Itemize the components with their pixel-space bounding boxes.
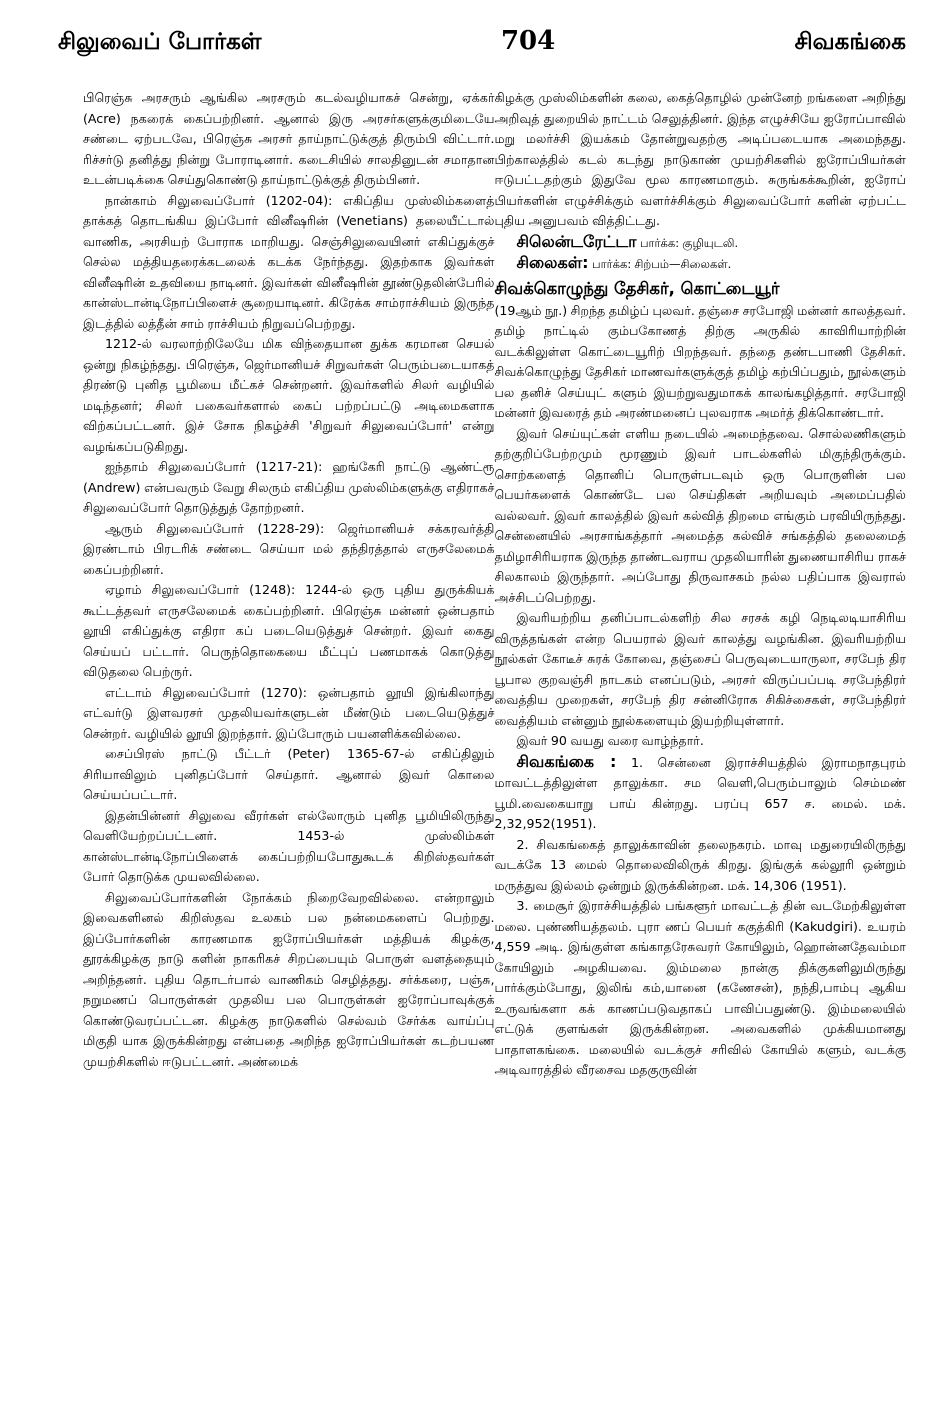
paragraph: இவர் 90 வயது வரை வாழ்ந்தார்.: [516, 733, 704, 748]
running-head-right: சிவகங்கை: [794, 29, 906, 55]
entry-headword: சிவகங்கை :: [516, 751, 617, 771]
paragraph: ஐந்தாம் சிலுவைப்போர் (1217-21): ஹங்கேரி நாட்டு ஆண்ட்ரூ (Andrew) என்பவரும் வேறு சிலரும் எகிப்திய முஸ்லிம்களுக்கு எதிராகச் சிலுவைப்போர் தொடுத்துத் தோற்றனர்.: [83, 459, 495, 515]
paragraph: நான்காம் சிலுவைப்போர் (1202-04): எகிப்திய முஸ்லிம்களைத் தாக்கத் தொடங்கிய இப்போர் வினீஷரின் (Venetians) தலையீட்டால் வாணிக, அரசியற் போராக மாறியது. செஞ்சிலுவையினர் எகிப்துக்குச் செல்ல மத்தியதரைக்கடலைக் கடக்க நேர்ந்தது. இதற்காக இவர்கள் வினீஷரின் உதவியை நாடினர். இவர்கள் வினீஷரின் தூண்டுதலின்பேரில் கான்ஸ்டான்டிநோப்பிளைச் சூறையாடினர். கிரேக்க சாம்ராச்சியம் இருந்த இடத்தில் லத்தீன் சாம் ராச்சியம் நிறுவப்பெற்றது.: [83, 192, 495, 331]
paragraph: பிரெஞ்சு அரசரும் ஆங்கில அரசரும் கடல்வழியாகச் சென்று, ஏக்கர் (Acre) நகரைக் கைப்பற்றினர். ஆனால் இரு அரசர்களுக்குமிடையே சண்டை ஏற்படவே, பிரெஞ்சு அரசர் தாய்நாட்டுக்குத் திரும்பி விட்டார். ரிச்சர்டு தனித்து நின்று போராடினார். கடைசியில் சாலதினுடன் சமாதான உடன்படிக்கை செய்துகொண்டு தாய்நாட்டுக்குத் திரும்பினர்.: [83, 90, 495, 187]
entry-headword: சிலென்டரேட்டா: [516, 231, 637, 251]
paragraph: 3. மைசூர் இராச்சியத்தில் பங்களூர் மாவட்டத் தின் வடமேற்கிலுள்ள மலை. புண்ணியத்தலம். புரா ணப் பெயர் ககுத்கிரி (Kakudgiri). உயரம் 4,559 அடி. இங்குள்ள கங்காதரேசுவரர் கோயிலும், ஹொன்னதேவம்மா கோயிலும் அழகியவை. இம்மலை நான்கு திக்குகளிலுமிருந்து பார்க்கும்போது, இலிங் கம்,யானை (கணேசன்), நந்தி,பாம்பு ஆகிய உருவங்களா கக் காணப்படுவதாகப் பாவிப்பதுண்டு. இம்மலையில் எட்டுக் குளங்கள் இருக்கின்றன. அவைகளில் முக்கியமானது பாதாளகங்கை. மலையில் வடக்குச் சரிவில் கோயில் களும், வடக்கு அடிவாரத்தில் வீரசைவ மதகுருவின்: [494, 898, 906, 1077]
paragraph: 2. சிவகங்கைத் தாலுக்காவின் தலைநகரம். மாவு மதுரையிலிருந்து வடக்கே 13 மைல் தொலைவிலிருக் கிறது. இங்குக் கல்லூரி ஒன்றும் மருத்துவ இல்லம் ஒன்றும் இருக்கின்றன. மக். 14,306 (1951).: [494, 836, 906, 893]
entry-headword: சிவக்கொழுந்து தேசிகர், கொட்டையூர்: [494, 278, 780, 298]
left-column: [83, 88, 495, 1081]
page-header: [58, 26, 906, 62]
paragraph: கிழக்கு முஸ்லிம்களின் கலை, கைத்தொழில் முன்னேற் றங்களை அறிந்து அறிவுத் துறையில் நாட்டம் செலுத்தினர். இந்த எழுச்சியே ஐரோப்பாவில் மறு மலர்ச்சி இயக்கம் தோன்றுவதற்கு அடிப்படையாக அமைந்தது. பிற்காலத்தில் கடல் கடந்து நாடுகாண் முயற்சிகளில் ஐரோப்பியர்கள் ஈடுபட்டதற்கும் இதுவே மூல காரணமாகும். சுருங்கக்கூறின், ஐரோப் பியர்களின் எழுச்சிக்கும் வளர்ச்சிக்கும் சிலுவைப்போர் களின் ஏற்பட்ட புதிய அனுபவம் வித்திட்டது.: [494, 90, 906, 228]
paragraph: சைப்பிரஸ் நாட்டு பீட்டர் (Peter) 1365-67-ல் எகிப்திலும் சிரியாவிலும் புனிதப்போர் செய்தார். ஆனால் இவர் கொலை செய்யப்பட்டார்.: [83, 746, 495, 802]
entry-paragraph: [495, 752, 907, 835]
right-column: [495, 88, 907, 1081]
text-columns: [58, 88, 906, 1081]
cross-reference: [495, 253, 907, 275]
entry-headword: சிலைகள்:: [516, 253, 589, 272]
paragraph: சிலுவைப்போர்களின் நோக்கம் நிறைவேறவில்லை. என்றாலும் இவைகளினல் கிறிஸ்தவ உலகம் பல நன்மைகளைப் பெற்றது. இப்போர்களின் காரணமாக ஐரோப்பியர்கள் மத்தியக் கிழக்கு, தூரக்கிழக்கு நாடு களின் நாகரிகச் சிறப்பையும் பொருள் வளத்தையும் அறிந்தனர். புதிய தொடர்பால் வாணிகம் செழித்தது. சர்க்கரை, பஞ்சு, நறுமணப் பொருள்கள் முதலிய பல பொருள்கள் ஐரோப்பாவுக்குக் கொண்டுவரப்பட்டன. கிழக்கு நாடுகளில் செல்வம் சேர்க்க வாய்ப்பு மிகுதி யாக இருக்கின்றது என்பதை அறிந்த ஐரோப்பியர்கள் கடற்பயண முயற்சிகளில் ஈடுபட்டனர். அண்மைக்: [83, 889, 495, 1069]
paragraph: ஏழாம் சிலுவைப்போர் (1248): 1244-ல் ஒரு புதிய துருக்கியக் கூட்டத்தவர் எருசலேமைக் கைப்பற்றினர். பிரெஞ்சு மன்னர் ஒன்பதாம் லூயி எகிப்துக்கு எதிரா கப் படையெடுத்துச் சென்றர். இவர் கைது செய்யப் பட்டார். பெருந்தொகையை மீட்புப் பணமாகக் கொடுத்து விடுதலை பெற்ருர்.: [83, 582, 495, 679]
paragraph: எட்டாம் சிலுவைப்போர் (1270): ஒன்பதாம் லூயி இங்கிலாந்து எட்வர்டு இளவரசர் முதலியவர்களுடன் மீண்டும் படையெடுத்துச் சென்றர். வழியில் லூயி இறந்தார். இப்போரும் பயனளிக்கவில்லை.: [83, 684, 495, 741]
entry-text: 1. சென்னை இராச்சியத்தில் இராமநாதபுரம் மாவட்டத்திலுள்ள தாலுக்கா. சம வெளி,பெரும்பாலும் செம்மண் பூமி.வைகையாறு பாய் கின்றது. பரப்பு 657 ச. மைல். மக். 2,32,952(1951).: [494, 754, 906, 831]
see-reference: பார்க்க: குழியுடலி.: [639, 235, 739, 250]
paragraph: (19ஆம் நூ.) சிறந்த தமிழ்ப் புலவர். தஞ்சை சரபோஜி மன்னர் காலத்தவர். தமிழ் நாட்டில் கும்பகோணத் திற்கு அருகில் காவிரியாற்றின் வடக்கிலுள்ள கொட்டையூரிற் பிறந்தவர். தந்தை தண்டபாணி தேசிகர். சிவக்கொழுந்து தேசிகர் மாணவர்களுக்குத் தமிழ் கற்பிப்பதும், நூல்களும் பல தனிச் செய்யுட் களும் இயற்றுவதுமாகக் காலங்கழித்தார். சரபோஜி மன்னர் இவரைத் தம் அரண்மனைப் புலவராக அமர்த் திக்கொண்டார்.: [494, 302, 907, 420]
paragraph: ஆரும் சிலுவைப்போர் (1228-29): ஜெர்மானியச் சக்கரவர்த்தி இரண்டாம் பிரடரிக் சண்டை செய்யா மல் தந்திரத்தால் எருசலேமைக் கைப்பற்றினர்.: [83, 520, 495, 577]
paragraph: இவர் செய்யுட்கள் எளிய நடையில் அமைந்தவை. சொல்லணிகளும் தற்குறிப்பேற்றமும் மூரணும் இவர் பாடல்களில் மிகுந்திருக்கும். சொற்களைத் தொனிப் பொருள்படவும் ஒரு பொருளின் பல பெயர்களைக் கொண்டே பல செய்திகள் அறியவும் அமைப்பதில் வல்லவர். இவர் காலத்தில் இவர் கல்வித் திறமை எங்கும் பரவியிருந்தது. சென்னையில் அரசாங்கத்தார் அமைத்த கல்விச் சங்கத்தில் தலைமைத் தமிழாசிரியராக இருந்த தாண்டவராய முதலியாரின் துணையாசிரிய ராகச் சிலகாலம் இருந்தார். அப்போது திருவாசகம் நல்ல பதிப்பாக இவரால் அச்சிடப்பெற்றது.: [494, 425, 906, 605]
paragraph: 1212-ல் வரலாற்றிலேயே மிக விந்தையான துக்க கரமான செயல் ஒன்று நிகழ்ந்தது. பிரெஞ்சு, ஜெர்மானியச் சிறுவர்கள் பெரும்படையாகத் திரண்டு புனித பூமியை மீட்கச் சென்றனர். இவர்களில் சிலர் வழியில் மடிந்தனர்; சிலர் பகைவர்களால் கைப் பற்றப்பட்டு அடிமைகளாக விற்கப்பட்டனர். இச் சோக நிகழ்ச்சி 'சிறுவர் சிலுவைப்போர்' என்று வழங்கப்படுகிறது.: [83, 336, 495, 454]
paragraph: இதன்பின்னர் சிலுவை வீரர்கள் எல்லோரும் புனித பூமியிலிருந்து வெளியேற்றப்பட்டனர். 1453-ல் முஸ்லிம்கள் கான்ஸ்டான்டிநோப்பிளைக் கைப்பற்றியபோதுகூடக் கிறிஸ்தவர்கள் போர் தொடுக்க முயலவில்லை.: [83, 807, 495, 884]
paragraph: இவரியற்றிய தனிப்பாடல்களிற் சில சரசக் கழி நெடிலடியாசிரிய விருத்தங்கள் என்ற பெயரால் இவர் காலத்து வழங்கின. இவரியற்றிய நூல்கள் கோடீச் சுரக் கோவை, தஞ்சைப் பெருவுடையாருலா, சரபேந் திர பூபால குறவஞ்சி நாடகம் எனப்படும், அரசர் விருப்பப்படி சரபேந்திரர் வைத்திய முறைகள், சரபேந் திர சன்னிரோக சிகிச்சைகள், சரபேந்திரர் வைத்தியம் என்னும் நூல்களையும் இயற்றியுள்ளார்.: [494, 610, 906, 728]
see-reference: பார்க்க: சிற்பம்—சிலைகள்.: [592, 257, 732, 271]
cross-reference: [495, 232, 907, 254]
running-head-left: சிலுவைப் போர்கள்: [58, 29, 262, 55]
page-number: 704: [500, 26, 556, 56]
